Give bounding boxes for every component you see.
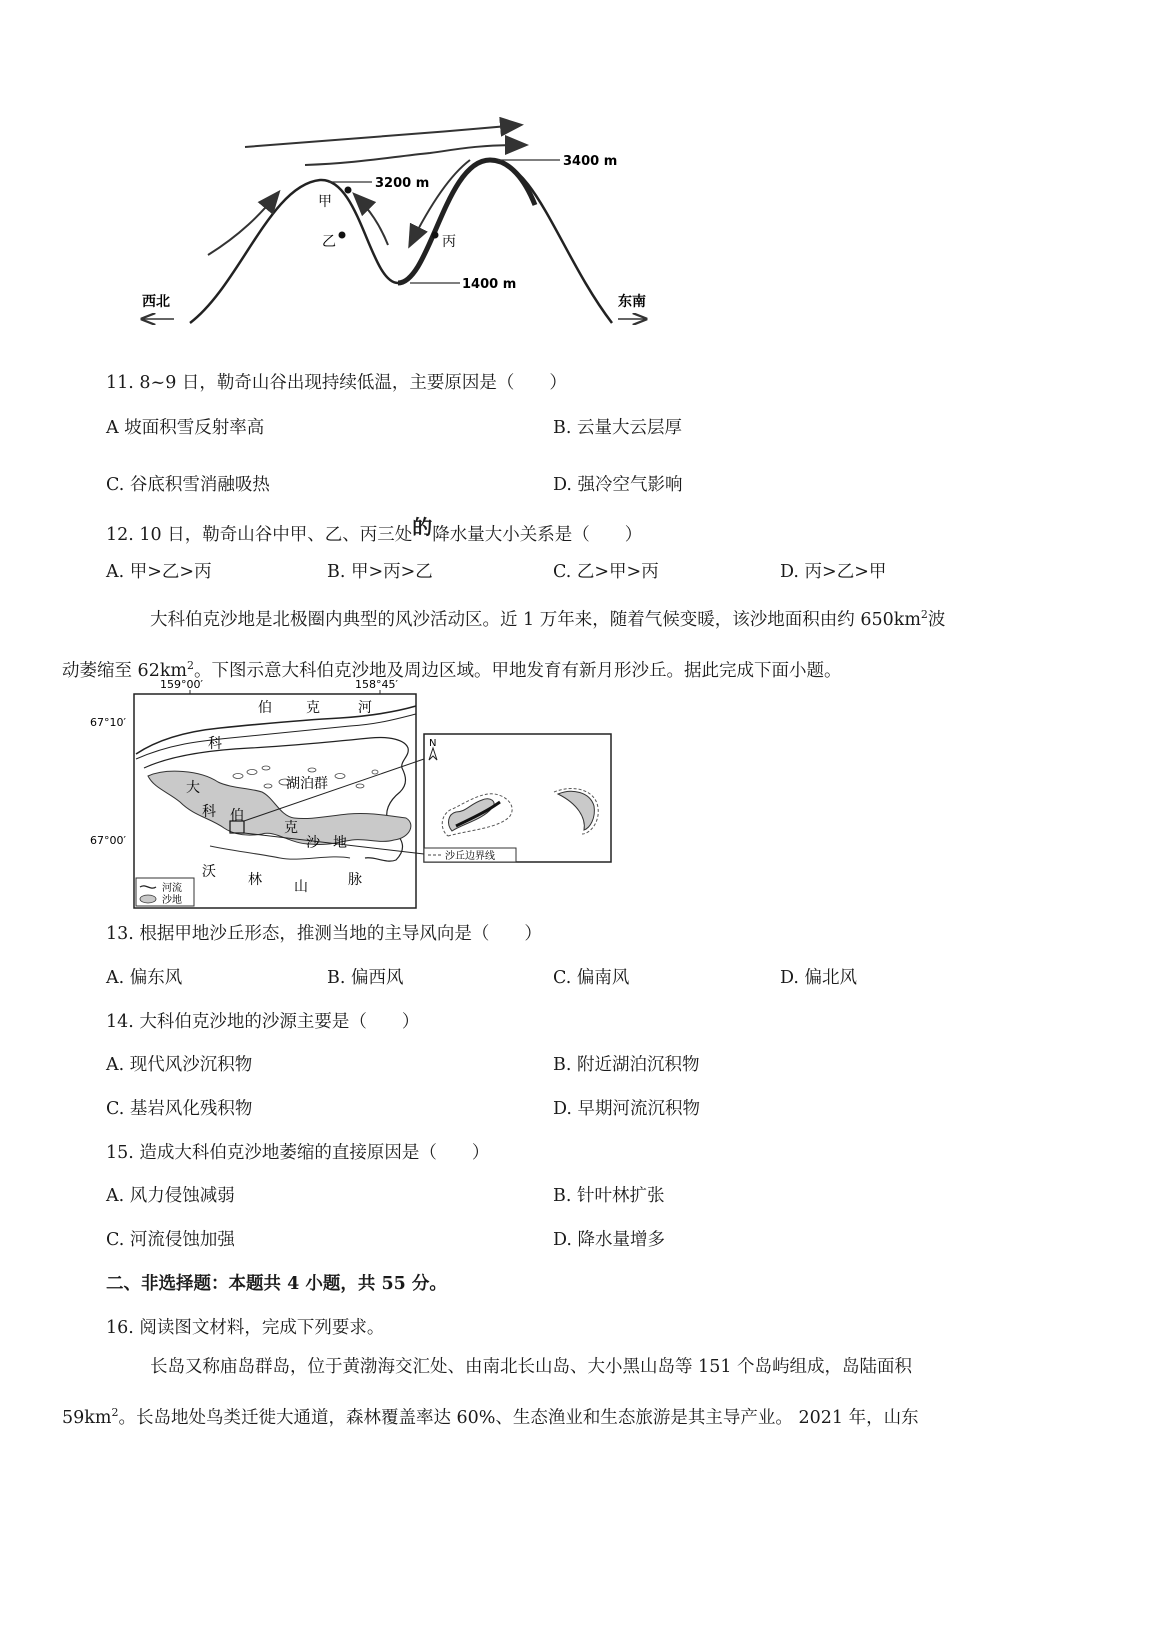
q12-option-a: A. 甲>乙>丙 (106, 562, 212, 582)
lon-label-2: 158°45′ (355, 678, 398, 691)
q16-line2b: 。长岛地处鸟类迁徙大通道，森林覆盖率达 60%、生态渔业和生态旅游是其主导产业。 2021 年，山东 (118, 1407, 919, 1428)
q13-option-d: D. 偏北风 (780, 968, 858, 988)
q11-option-d: D. 强冷空气影响 (553, 475, 683, 495)
q12-stem-de: 的 (412, 515, 433, 539)
label-1400: 1400 m (462, 277, 517, 292)
north-arrow (429, 748, 437, 760)
q16-line1: 长岛又称庙岛群岛，位于黄渤海交汇处、由南北长山岛、大小黑山岛等 151 个岛屿组成，岛陆面积 (150, 1357, 913, 1377)
upslope-arrow (208, 193, 278, 255)
lat-label-1: 67°10′ (90, 716, 126, 729)
river-char-4: 河 (358, 700, 372, 716)
lon-label-1: 159°00′ (160, 678, 203, 691)
label-bing: 丙 (442, 234, 456, 250)
sand-char-3: 伯 (230, 808, 244, 824)
passage-sup1: 2 (920, 608, 928, 621)
lake-4 (308, 768, 316, 772)
label-3400: 3400 m (563, 154, 618, 169)
q12-stem-pre: 12. 10 日，勒奇山谷中甲、乙、丙三处 (106, 525, 413, 545)
lake-8 (264, 784, 272, 788)
label-southeast: 东南 (618, 294, 646, 310)
q14-option-d: D. 早期河流沉积物 (553, 1099, 701, 1119)
point-bing (432, 232, 439, 239)
dune-2 (558, 791, 594, 830)
q14-option-c: C. 基岩风化残积物 (106, 1099, 253, 1119)
q15-option-d: D. 降水量增多 (553, 1230, 666, 1250)
mountain-char-1: 沃 (202, 864, 216, 880)
q16-line2a: 59km (62, 1407, 112, 1428)
valley-profile-figure (130, 105, 650, 335)
q13-option-a: A. 偏东风 (106, 968, 183, 988)
q12-option-b: B. 甲>丙>乙 (327, 562, 433, 582)
lake-2 (262, 766, 270, 770)
q12-option-c: C. 乙>甲>丙 (553, 562, 659, 582)
point-yi (339, 232, 346, 239)
q15-stem: 15. 造成大科伯克沙地萎缩的直接原因是（ ） (106, 1143, 490, 1163)
q14-option-a: A. 现代风沙沉积物 (106, 1055, 253, 1075)
dune-1 (449, 799, 495, 831)
q13-stem: 13. 根据甲地沙丘形态，推测当地的主导风向是（ ） (106, 924, 542, 944)
q11-stem: 11. 8~9 日，勒奇山谷出现持续低温，主要原因是（ ） (106, 373, 567, 393)
sand-char-5: 沙 (306, 835, 320, 851)
q16-sup: 2 (111, 1406, 119, 1419)
main-map-frame (134, 694, 416, 908)
lake-group-label: 湖泊群 (286, 776, 328, 792)
sand-char-2: 科 (202, 804, 216, 820)
sandland-map-figure (90, 676, 620, 912)
sand-char-4: 克 (284, 820, 298, 836)
passage-line1b: 波 (927, 609, 946, 630)
dune-boundary-legend: 沙丘边界线 (445, 851, 495, 862)
mountain-char-2: 林 (248, 872, 262, 888)
river-char-1: 科 (208, 736, 222, 752)
legend-sand-label: 沙地 (162, 895, 182, 906)
passage-sup2: 2 (187, 658, 195, 672)
lat-label-2: 67°00′ (90, 834, 126, 847)
q12-stem-post: 降水量大小关系是（ ） (432, 525, 643, 545)
q12-option-d: D. 丙>乙>甲 (780, 562, 887, 582)
q11-option-c: C. 谷底积雪消融吸热 (106, 475, 270, 495)
passage-line2a: 动萎缩至 62km (62, 660, 188, 681)
q11-option-b: B. 云量大云层厚 (553, 418, 682, 438)
sand-char-1: 大 (186, 780, 200, 796)
lake-7 (372, 770, 378, 774)
river-char-3: 克 (306, 700, 320, 716)
q16-paragraph (62, 1344, 1056, 1441)
label-yi: 乙 (322, 234, 336, 250)
passage-line1a: 大科伯克沙地是北极圈内典型的风沙活动区。近 1 万年来，随着气候变暖，该沙地面积由约 650km (150, 609, 921, 630)
lake-9 (233, 774, 243, 779)
lake-6 (356, 784, 364, 788)
section-2-heading: 二、非选择题：本题共 4 小题，共 55 分。 (106, 1274, 447, 1294)
label-northwest: 西北 (142, 294, 170, 310)
label-jia: 甲 (318, 194, 332, 210)
q13-option-b: B. 偏西风 (327, 968, 404, 988)
mountain-char-3: 山 (294, 879, 308, 895)
q15-option-c: C. 河流侵蚀加强 (106, 1230, 235, 1250)
q11-option-a: A 坡面积雪反射率高 (106, 418, 265, 438)
upper-airflow-arrow-1 (245, 125, 520, 147)
river-bank (136, 714, 416, 759)
river-char-2: 伯 (258, 700, 272, 716)
q16-stem: 16. 阅读图文材料，完成下列要求。 (106, 1318, 385, 1338)
legend-river-label: 河流 (162, 883, 182, 894)
q14-option-b: B. 附近湖泊沉积物 (553, 1055, 700, 1075)
river-lower (210, 846, 350, 859)
label-3200: 3200 m (375, 176, 430, 191)
lake-1 (247, 770, 257, 775)
lake-5 (335, 774, 345, 779)
point-jia (345, 187, 352, 194)
downslope-arrow (410, 160, 470, 245)
legend-sand-symbol (140, 895, 156, 903)
q12-stem (106, 515, 643, 547)
north-label: N (429, 738, 437, 749)
sand-char-6: 地 (333, 835, 347, 851)
q13-option-c: C. 偏南风 (553, 968, 630, 988)
q14-stem: 14. 大科伯克沙地的沙源主要是（ ） (106, 1012, 420, 1032)
passage-line2b: 。下图示意大科伯克沙地及周边区域。甲地发育有新月形沙丘。据此完成下面小题。 (194, 660, 842, 681)
q15-option-b: B. 针叶林扩张 (553, 1186, 665, 1206)
q15-option-a: A. 风力侵蚀减弱 (106, 1186, 235, 1206)
mountain-char-4: 脉 (348, 872, 362, 888)
